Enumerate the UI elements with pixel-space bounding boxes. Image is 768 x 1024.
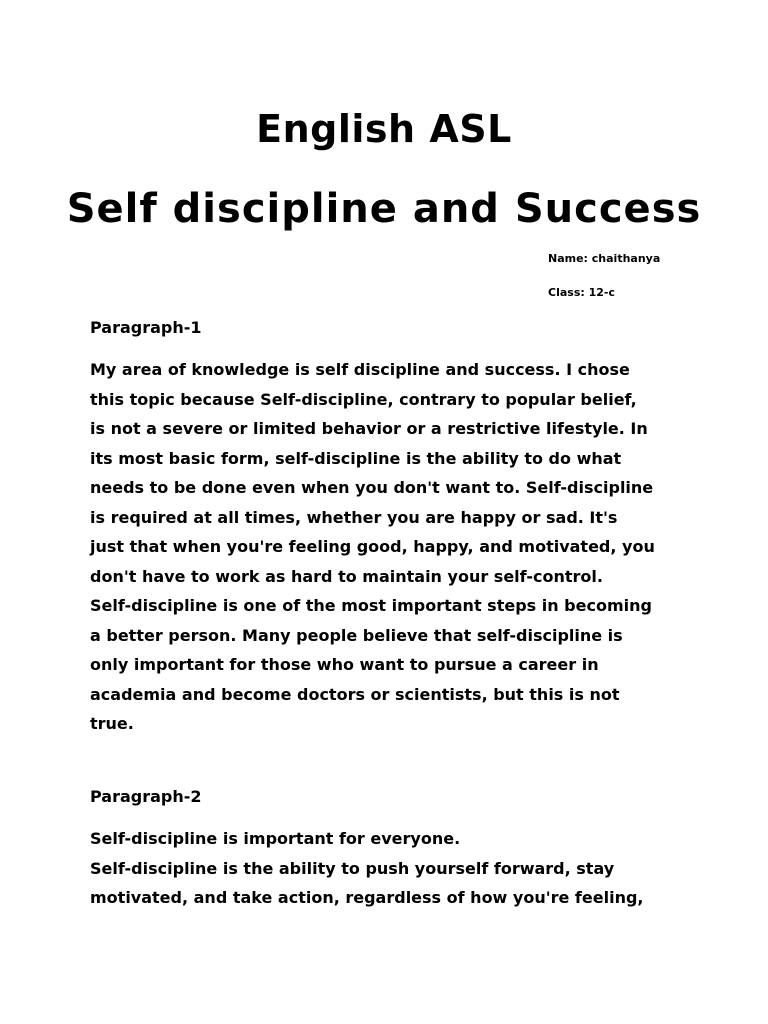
paragraph-line: is required at all times, whether you are happy or sad. It's [90, 507, 618, 527]
paragraph-line: true. [90, 714, 134, 733]
paragraph-line: Self-discipline is the ability to push yourself forward, stay [90, 858, 615, 878]
paragraph-1-body [90, 355, 710, 739]
paragraph-line: academia and become doctors or scientists, but this is not [90, 684, 620, 704]
paragraph-line: is not a severe or limited behavior or a restrictive lifestyle. In [90, 419, 648, 438]
paragraph-2-body [90, 824, 710, 913]
paragraph-line: motivated, and take action, regardless of how you're feeling, [90, 888, 644, 907]
paragraph-line: don't have to work as hard to maintain your self-control. [90, 566, 603, 586]
paragraph-1-heading: Paragraph-1 [90, 318, 202, 337]
paragraph-line: just that when you're feeling good, happy, and motivated, you [90, 537, 655, 556]
paragraph-line: only important for those who want to pursue a career in [90, 655, 599, 674]
paragraph-line: this topic because Self-discipline, contrary to popular belief, [90, 389, 637, 409]
paragraph-2-heading: Paragraph-2 [90, 787, 202, 806]
student-name: Name: chaithanya [548, 252, 661, 265]
paragraph-line: its most basic form, self-discipline is the ability to do what [90, 448, 622, 468]
paragraph-line: needs to be done even when you don't want to. Self-discipline [90, 478, 654, 497]
document-title: English ASL [256, 107, 512, 151]
paragraph-line: Self-discipline is one of the most important steps in becoming [90, 596, 652, 615]
document-subtitle: Self discipline and Success [66, 186, 702, 232]
paragraph-line: My area of knowledge is self discipline and success. I chose [90, 360, 630, 379]
paragraph-line: Self-discipline is important for everyone. [90, 829, 461, 848]
student-class: Class: 12-c [548, 286, 615, 299]
paragraph-line: a better person. Many people believe that self-discipline is [90, 625, 623, 645]
